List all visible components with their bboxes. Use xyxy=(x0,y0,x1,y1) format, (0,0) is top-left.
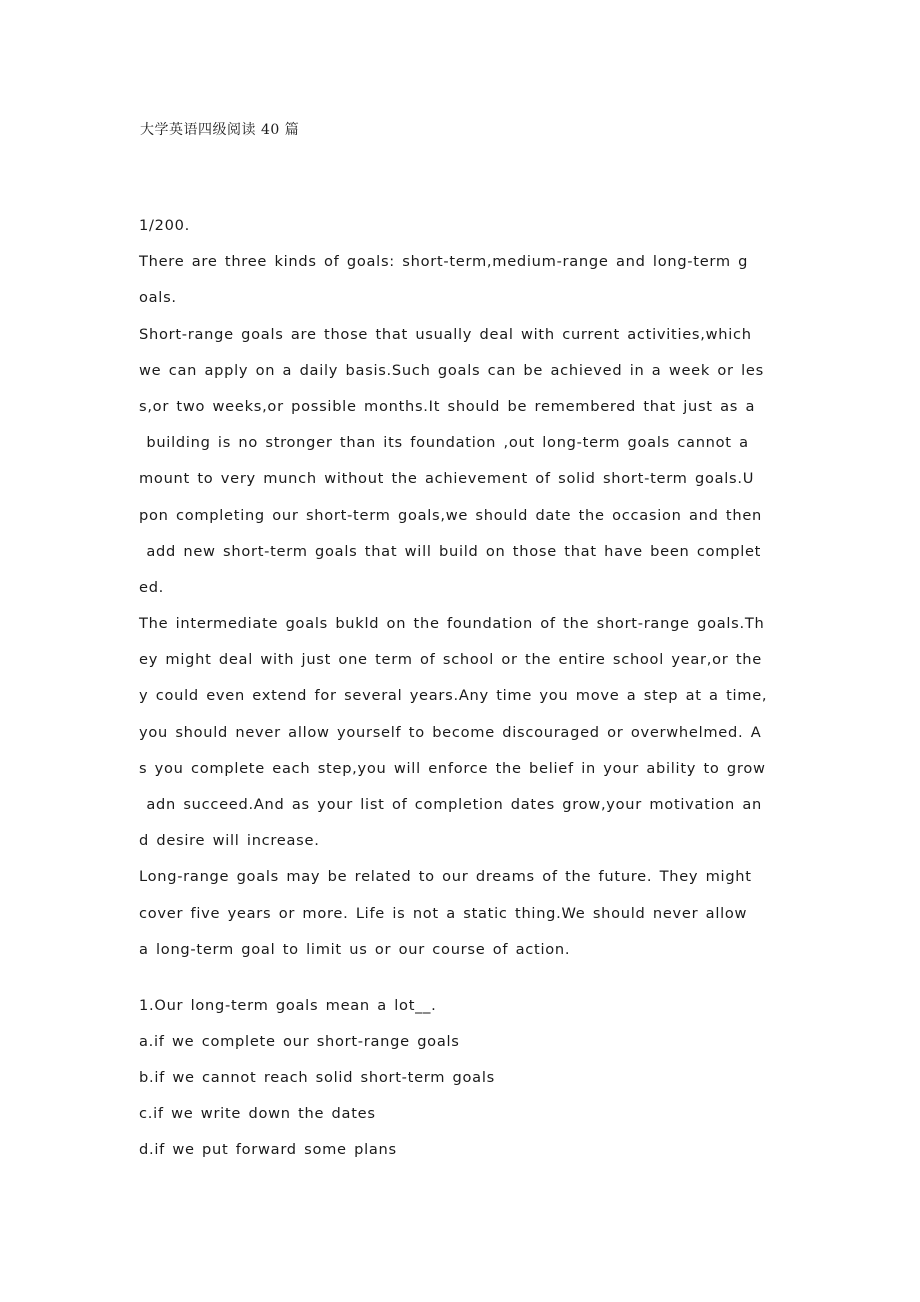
passage-line: ey might deal with just one term of school or the entire school year,or the xyxy=(139,651,762,668)
question-option-b: b.if we cannot reach solid short-term goals xyxy=(139,1069,495,1086)
passage-line: Short-range goals are those that usually deal with current activities,which xyxy=(139,326,752,343)
passage-line: building is no stronger than its foundation ,out long-term goals cannot a xyxy=(139,434,749,451)
passage-line: mount to very munch without the achievement of solid short-term goals.U xyxy=(139,470,755,487)
passage-line: you should never allow yourself to become discouraged or overwhelmed. A xyxy=(139,724,762,741)
section-number: 1/200. xyxy=(139,217,191,234)
passage-line: oals. xyxy=(139,289,177,306)
question-option-a: a.if we complete our short-range goals xyxy=(139,1033,460,1050)
passage-line: pon completing our short-term goals,we should date the occasion and then xyxy=(139,507,762,524)
question-option-d: d.if we put forward some plans xyxy=(139,1141,397,1158)
question-option-c: c.if we write down the dates xyxy=(139,1105,376,1122)
passage-line: y could even extend for several years.Any time you move a step at a time, xyxy=(139,687,768,704)
passage-line: d desire will increase. xyxy=(139,832,320,849)
passage-line: There are three kinds of goals: short-term,medium-range and long-term g xyxy=(139,253,749,270)
passage-line: The intermediate goals bukld on the foundation of the short-range goals.Th xyxy=(139,615,765,632)
passage-line: add new short-term goals that will build on those that have been complet xyxy=(139,543,762,560)
document-title: 大学英语四级阅读 40 篇 xyxy=(140,122,300,138)
passage-line: adn succeed.And as your list of completion dates grow,your motivation an xyxy=(139,796,763,813)
question-stem: 1.Our long-term goals mean a lot__. xyxy=(139,997,437,1014)
passage-line: s,or two weeks,or possible months.It should be remembered that just as a xyxy=(139,398,756,415)
passage-line: ed. xyxy=(139,579,165,596)
passage-line: s you complete each step,you will enforce the belief in your ability to grow xyxy=(139,760,766,777)
passage-line: a long-term goal to limit us or our course of action. xyxy=(139,941,571,958)
passage-line: Long-range goals may be related to our dreams of the future. They might xyxy=(139,868,752,885)
passage-line: we can apply on a daily basis.Such goals can be achieved in a week or les xyxy=(139,362,764,379)
passage-line: cover five years or more. Life is not a static thing.We should never allow xyxy=(139,905,748,922)
